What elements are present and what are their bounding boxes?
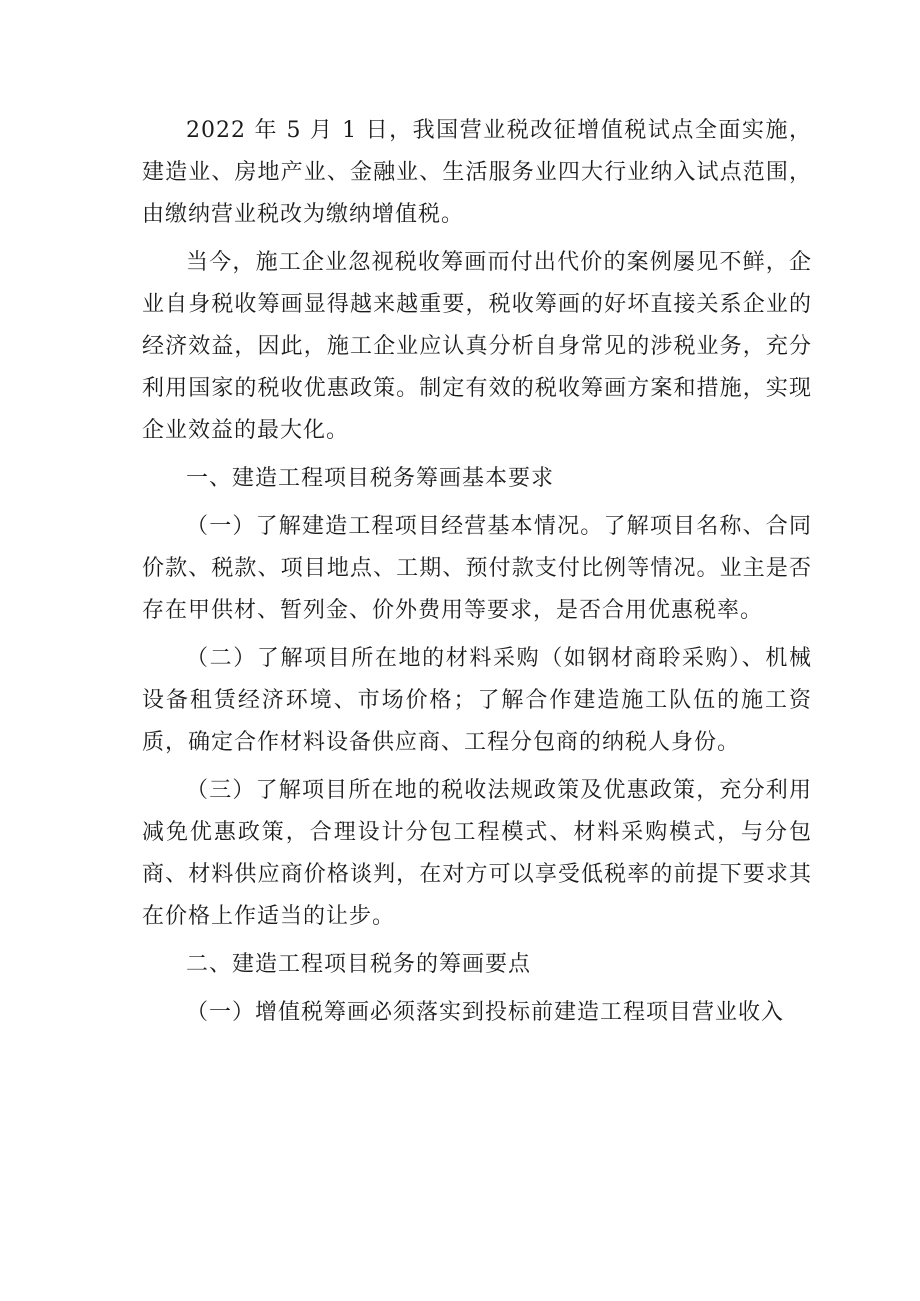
document-body — [142, 110, 812, 1034]
paragraph-intro: 2022 年 5 月 1 日，我国营业税改征增值税试点全面实施，建造业、房地产业、金融业、生活服务业四大行业纳入试点范围，由缴纳营业税改为缴纳增值税。 — [142, 118, 812, 227]
paragraph-item-1-2: （二）了解项目所在地的材料采购（如钢材商聆采购）、机械设备租赁经济环境、市场价格；了解合作建造施工队伍的施工资质，确定合作材料设备供应商、工程分包商的纳税人身份。 — [142, 646, 812, 755]
paragraph-item-2-1: （一）增值税筹画必须落实到投标前建造工程项目营业收入 — [186, 1000, 785, 1025]
section-heading-1: 一、建造工程项目税务筹画基本要求 — [186, 466, 555, 491]
paragraph-context: 当今，施工企业忽视税收筹画而付出代价的案例屡见不鲜，企业自身税收筹画显得越来越重要，税收筹画的好坏直接关系企业的经济效益，因此，施工企业应认真分析自身常见的涉税业务，充分利用国家的税收优惠政策。制定有效的税收筹画方案和措施，实现企业效益的最大化。 — [142, 250, 812, 443]
section-heading-2: 二、建造工程项目税务的筹画要点 — [186, 952, 532, 977]
paragraph-item-1-1: （一）了解建造工程项目经营基本情况。了解项目名称、合同价款、税款、项目地点、工期、预付款支付比例等情况。业主是否存在甲供材、暂列金、价外费用等要求，是否合用优惠税率。 — [142, 514, 812, 623]
paragraph-item-1-3: （三）了解项目所在地的税收法规政策及优惠政策，充分利用减免优惠政策，合理设计分包工程模式、材料采购模式，与分包商、材料供应商价格谈判，在对方可以享受低税率的前提下要求其在价格上作适当的让步。 — [142, 778, 812, 929]
